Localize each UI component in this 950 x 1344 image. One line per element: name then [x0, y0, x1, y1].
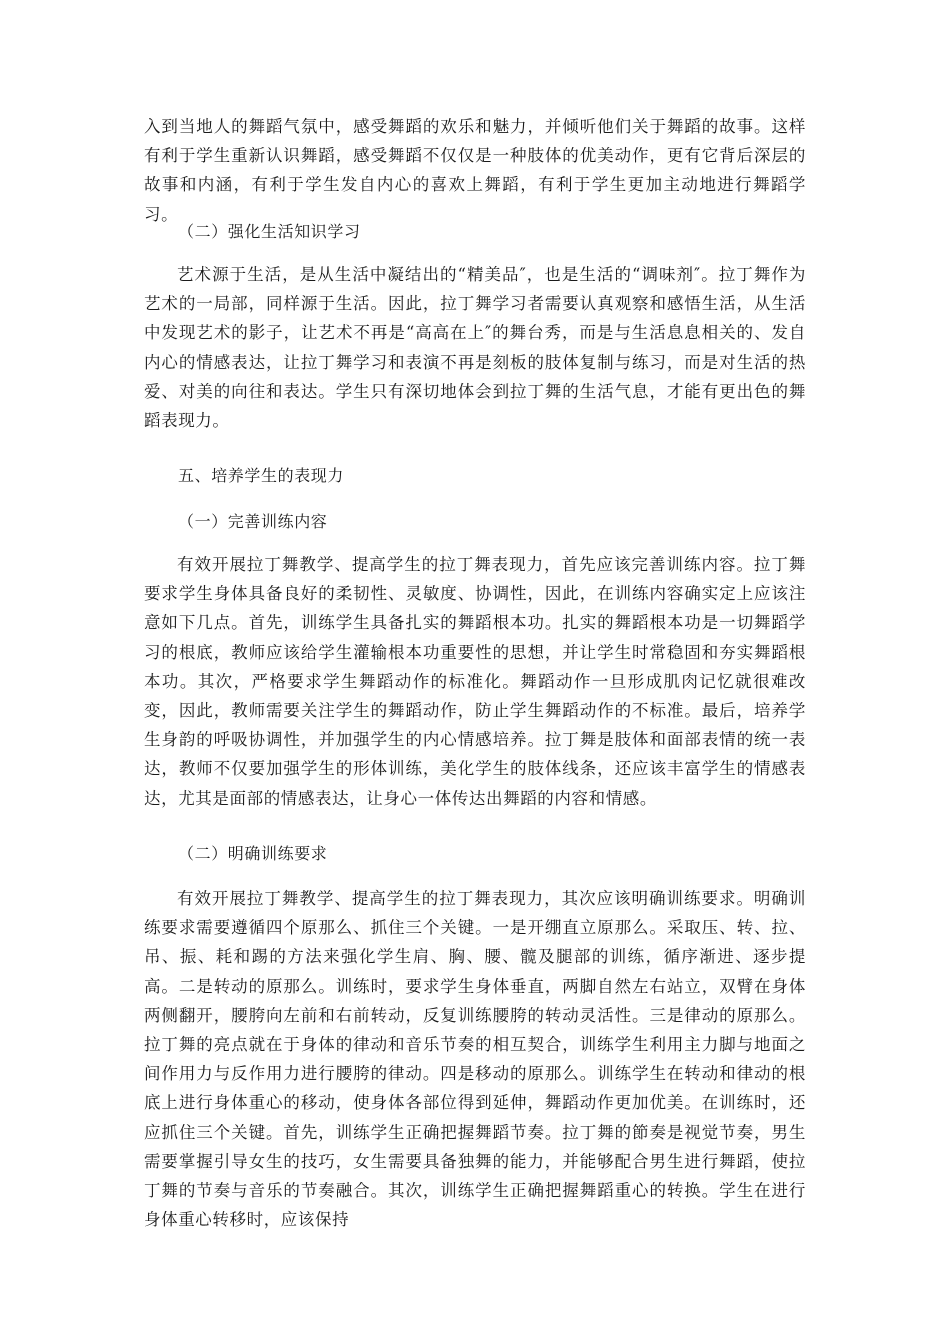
paragraph-intro: 入到当地人的舞蹈气氛中，感受舞蹈的欢乐和魅力，并倾听他们关于舞蹈的故事。这样有利于学生重新认识舞蹈，感受舞蹈不仅仅是一种肢体的优美动作，更有它背后深层的故事和内涵，有利于学生发自内心的喜欢上舞蹈，有利于学生更加主动地进行舞蹈学习。: [144, 117, 806, 224]
paragraph-life-knowledge: 艺术源于生活，是从生活中凝结出的“精美品″，也是生活的“调味剂″。拉丁舞作为艺术的一局部，同样源于生活。因此，拉丁舞学习者需要认真观察和感悟生活，从生活中发现艺术的影子，让艺术不再是“高高在上″的舞台秀，而是与生活息息相关的、发自内心的情感表达，让拉丁舞学习和表演不再是刻板的肢体复制与练习，而是对生活的热爱、对美的向往和表达。学生只有深切地体会到拉丁舞的生活气息，才能有更出色的舞蹈表现力。: [144, 265, 806, 431]
heading-training-content: （一）完善训练内容: [178, 512, 328, 531]
heading-section-5: 五、培养学生的表现力: [178, 466, 345, 485]
heading-training-requirements: （二）明确训练要求: [178, 844, 328, 863]
heading-life-knowledge: （二）强化生活知识学习: [178, 222, 361, 241]
paragraph-training-requirements: 有效开展拉丁舞教学、提高学生的拉丁舞表现力，其次应该明确训练要求。明确训练要求需要遵循四个原那么、抓住三个关键。一是开绷直立原那么。采取压、转、拉、吊、振、耗和踢的方法来强化学生肩、胸、腰、髋及腿部的训练，循序渐进、逐步提高。二是转动的原那么。训练时，要求学生身体垂直，两脚自然左右站立，双臂在身体两侧翻开，腰胯向左前和右前转动，反复训练腰胯的转动灵活性。三是律动的原那么。拉丁舞的亮点就在于身体的律动和音乐节奏的相互契合，训练学生利用主力脚与地面之间作用力与反作用力进行腰胯的律动。四是移动的原那么。训练学生在转动和律动的根底上进行身体重心的移动，使身体各部位得到延伸，舞蹈动作更加优美。在训练时，还应抓住三个关键。首先，训练学生正确把握舞蹈节奏。拉丁舞的節奏是视觉节奏，男生需要掌握引导女生的技巧，女生需要具备独舞的能力，并能够配合男生进行舞蹈，使拉丁舞的节奏与音乐的节奏融合。其次，训练学生正确把握舞蹈重心的转换。学生在进行身体重心转移时，应该保持: [144, 889, 806, 1230]
paragraph-training-content: 有效开展拉丁舞教学、提高学生的拉丁舞表现力，首先应该完善训练内容。拉丁舞要求学生身体具备良好的柔韧性、灵敏度、协调性，因此，在训练内容确实定上应该注意如下几点。首先，训练学生具备扎实的舞蹈根本功。扎实的舞蹈根本功是一切舞蹈学习的根底，教师应该给学生灌输根本功重要性的思想，并让学生时常稳固和夯实舞蹈根本功。其次，严格要求学生舞蹈动作的标准化。舞蹈动作一旦形成肌肉记忆就很难改变，因此，教师需要关注学生的舞蹈动作，防止学生舞蹈动作的不标准。最后，培养学生身韵的呼吸协调性，并加强学生的内心情感培养。拉丁舞是肢体和面部表情的统一表达，教师不仅要加强学生的形体训练，美化学生的肢体线条，还应该丰富学生的情感表达，尤其是面部的情感表达，让身心一体传达出舞蹈的内容和情感。: [144, 555, 806, 808]
